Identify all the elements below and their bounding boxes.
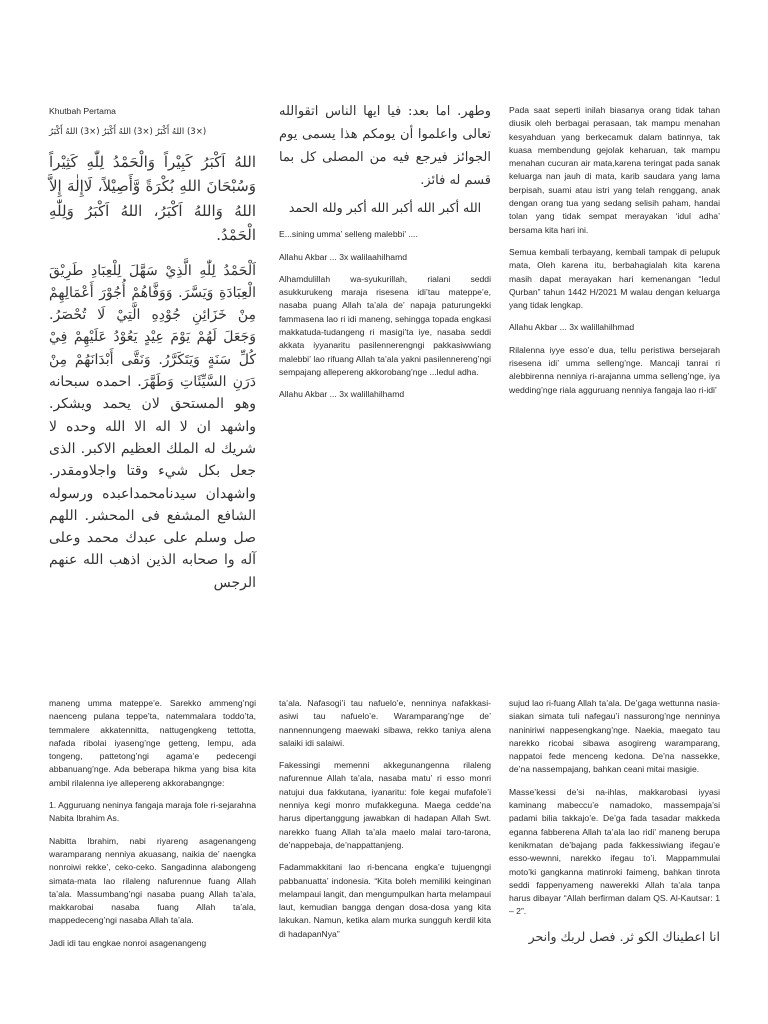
arabic-takbir-line: الله أكبر الله أكبر الله أكبر ولله الحمد: [288, 200, 482, 215]
allahu-akbar-line: Allahu Akbar ... 3x walilaahilhamd: [279, 251, 408, 262]
paragraph-kembali-terbayang: Semua kembali terbayang, kembali tampak di pelupuk mata, Oleh karena itu, berbahagialah kita karena masih dapat merayakan hari kemenangan “Iedul Qurban” tahun 1442 H/2021 M walau dengan keluarga yang tidak lengkap.: [509, 246, 720, 311]
column-top-right: [509, 104, 720, 406]
column-top-middle: [279, 100, 491, 411]
paragraph-alhamdulillah: Alhamdulillah wa-syukurillah, rialani seddi asukkurukeng maraja risesena idi’tau mateppe’e, nasaba puang Allah ta’ala de’ napaja paturungekki fammasena lao ri idi maneng, sehingga topada engkasi makkatuda-tudangeng ri masigi’ta iye, nasaba seddi akkata iyyanaritu pasilennerengngi pakkasiwwiang malebbi’ lao rifuang Allah ta’ala yakni pasilennereng’ngi sempajang allepereng akkorobang’nge ...ledul adha.: [279, 273, 491, 377]
column-bottom-right: [509, 697, 720, 955]
arabic-al-kautsar: انا اعطيناك الكو ثر. فصل لربك وانحر: [528, 928, 720, 944]
allahu-akbar-line: Allahu Akbar ... 3x walillahilhamd: [279, 389, 405, 400]
column-top-left: [49, 105, 256, 603]
khutbah-title: Khutbah Pertama: [49, 106, 116, 116]
paragraph-rilalenna: Rilalenna iyye esso’e dua, tellu peristiwa bersejarah risesena idi’ umma selleng’nge. Mancaji tanrai ri alebbirenna nenniya ri-arajanna umma selleng’nge, iya wedding’nge riala agguruang nenniya fangaja lao ri-idi’: [509, 344, 720, 395]
paragraph-sujud: sujud lao ri-fuang Allah ta’ala. De’gaga wettunna nasia-siakan simata tuli nafegau’i nassurong’nge nenninya naniniriwi nappesengkang’nge. Naekia, maegato tau narekko ricobai sibawa asogireng waramparang, nappatoi fede menceng kedona. De’na nassekke, de’na nassempajang, bahkan ceani mitai masigie.: [509, 698, 720, 775]
column-bottom-left: [49, 697, 256, 959]
paragraph-jadi-idi: Jadi idi tau engkae nonroi asagenangeng: [49, 937, 207, 948]
column-bottom-middle: [279, 697, 491, 950]
paragraph-nabitta-ibrahim: Nabitta Ibrahim, nabi riyareng asagenangeng waramparang nenniya akuasang, naikia de’ naengka nonroiwi rekke’, ceko-ceko. Sangadinna alabongeng simata-mata lao rilaleng nafurennue fuang Allah ta’ala. Massumbang’ngi nasaba puang Allah ta’ala, makkarobai nasaba fuang Allah ta’ala, mappedeceng’ngi nasaba Allah ta’ala.: [49, 835, 256, 926]
paragraph-maneng-umma: maneng umma mateppe’e. Sarekko ammeng’ngi naenceng pulana teppe’ta, natemmalara toddo’ta, temmalere akkatennitta, nattugengkeng tettotta, nafada ribolai iyaseng’nge getteng, lempu, ada tongeng, pattetong’ngi agama’e pedecengi abbanuang’nge. Ada beberapa hikma yang bisa kita ambil rilalenna iye allepereng akkorabangnge:: [49, 698, 256, 788]
paragraph-fadammakkitani: Fadammakkitani lao ri-bencana engka’e tujuengngi pabbanuatta’ indonesia. “Kita boleh memiliki keinginan melampaui langit, dan mengumpulkan harta melampaui laut, kemudian bangga dengan dosa-dosa yang kita lakukan. Namun, ketika alam murka sungguh kerdil kita di hadapanNya”: [279, 862, 491, 939]
allahu-akbar-line: Allahu Akbar ... 3x walillahilhmad: [509, 322, 635, 333]
paragraph-massekessi: Masse’kessi de’si na-ihlas, makkarobasi iyyasi kaminang mabeccu’e namadoko, massempaja’si padami bilia takkajo’e. De’ga fada tasadar makkeda eganna fabberena Allah ta’ala lao ridi’ maneng berupa kenikmatan de’bajang pada fakkessiwiang ifegau’e esso-wewnni, narekko ifegau to’i. Mappammulai moto’ki gangkanna matinroki faimeng, bahkan tinrota seddi fappenyameng nawerekki Allah ta’ala tanpa harus dibayar “Allah berfirman dalam QS. Al-Kautsar: 1 – 2”.: [509, 786, 720, 917]
paragraph-perasaan: Pada saat seperti inilah biasanya orang tidak tahan diusik oleh berbagai perasaan, tak mampu menahan kesyahduan yang berkecamuk dalam batinnya, tak kuasa membendung gejolak keharuan, tak mampu menahan cucuran air mata,karena teringat pada sanak keluarga nan jauh di mata, karib saudara yang lama berpisah, suami atau istri yang telah renggang, anak dengan orang tua yang sedang selisih paham, handai tolan yang tidak sempat merayakan ‘idul adha’ bersama kita hari ini.: [509, 105, 720, 235]
arabic-opening-takbir: اللهُ اَكْبَرُ كَبِيْراً وَالْحَمْدُ لِلّٰهِ كَثِيْراً وَسُبْحَانَ اللهِ بُكْرَةً وَّأَصِيْلاً، لَاإِلٰهَ إِلاَّ اللهُ وَاللهُ اَكْبَرُ، اللهُ اَكْبَرُ وَلِلّٰهِ الْحَمْدُ.: [49, 152, 256, 245]
paragraph-agguruang: 1. Agguruang neninya fangaja maraja fole ri-sejarahna Nabita Ibrahim As.: [49, 800, 256, 824]
paragraph-fakessingi: Fakessingi memenni akkegunangenna rilaleng nafurennue Allah ta’ala, nasaba matu’ ri esso monri natujui dua fakkutana, iyanaritu: fole kegai mufafole’i nenniya kegi monro mufakkeguna. Maega cedde’na harus dipertanggung jawabkan di hadapan Allah Swt. narekko fuang Allah ta’ala maelo malai taro-tarona, de’nappebaja, de’nappattanjeng.: [279, 760, 491, 850]
arabic-amma-badu: وطهر. اما بعد: فيا ايها الناس اتقوالله تعالى واعلموا أن يومكم هذا يسمى يوم الجوائز فيرجع فيه من المصلى كل بما قسم له فائز.: [279, 104, 491, 188]
arabic-hamdalah-paragraph: اَلْحَمْدُ لِلّٰهِ الَّذِيْ سَهَّلَ لِلْعِبَادِ طَرِيْقَ الْعِبَادَةِ وَيَسَّرَ. وَوَفَّاهُمْ أُجُوْرَ أَعْمَالِهِمْ مِنْ خَزَائِنِ جُوْدِهِ الَّتِيْ لَا تُحْصَرُ. وَجَعَلَ لَهُمْ يَوْمَ عِيْدٍ يَعُوْدُ عَلَيْهِمْ فِيْ كُلِّ سَنَةٍ وَيَتَكَرَّرُ. وَنَقَّى أَبْدَانَهُمْ مِنْ دَرَنِ السَّيِّئَاتِ وَطَهَّرَ. احمده سبحانه وهو المستحق لان يحمد ويشكر. واشهد ان لا اله الا الله وحده لا شريك له الملك العظيم الاكبر. الذى جعل بكل شيء وقتا واجلاومقدر. واشهدان سيدنامحمداعبده ورسوله الشافع المشفع فى المحشر. اللهم صل وسلم على عبدك محمد وعلى آله وا صحابه الذين اذهب الله عنهم الرجس: [49, 262, 256, 591]
greeting-line: E...sining umma’ selleng malebbi’ ....: [279, 229, 418, 240]
paragraph-nafasogi: ta’ala. Nafasogi’i tau nafuelo’e, nenninya nafakkasi-asiwi tau nafuelo’e. Waramparang’nge de’ nannennungeng maewaki sibawa, rekko taniya alena salaiki idi salaiwi.: [279, 698, 491, 748]
small-takbir-line: (×3) اللهُ أَكْبَرُ (×3) اللهُ أَكْبَرُ (×3) اللهُ أَكْبَرُ: [49, 127, 207, 138]
